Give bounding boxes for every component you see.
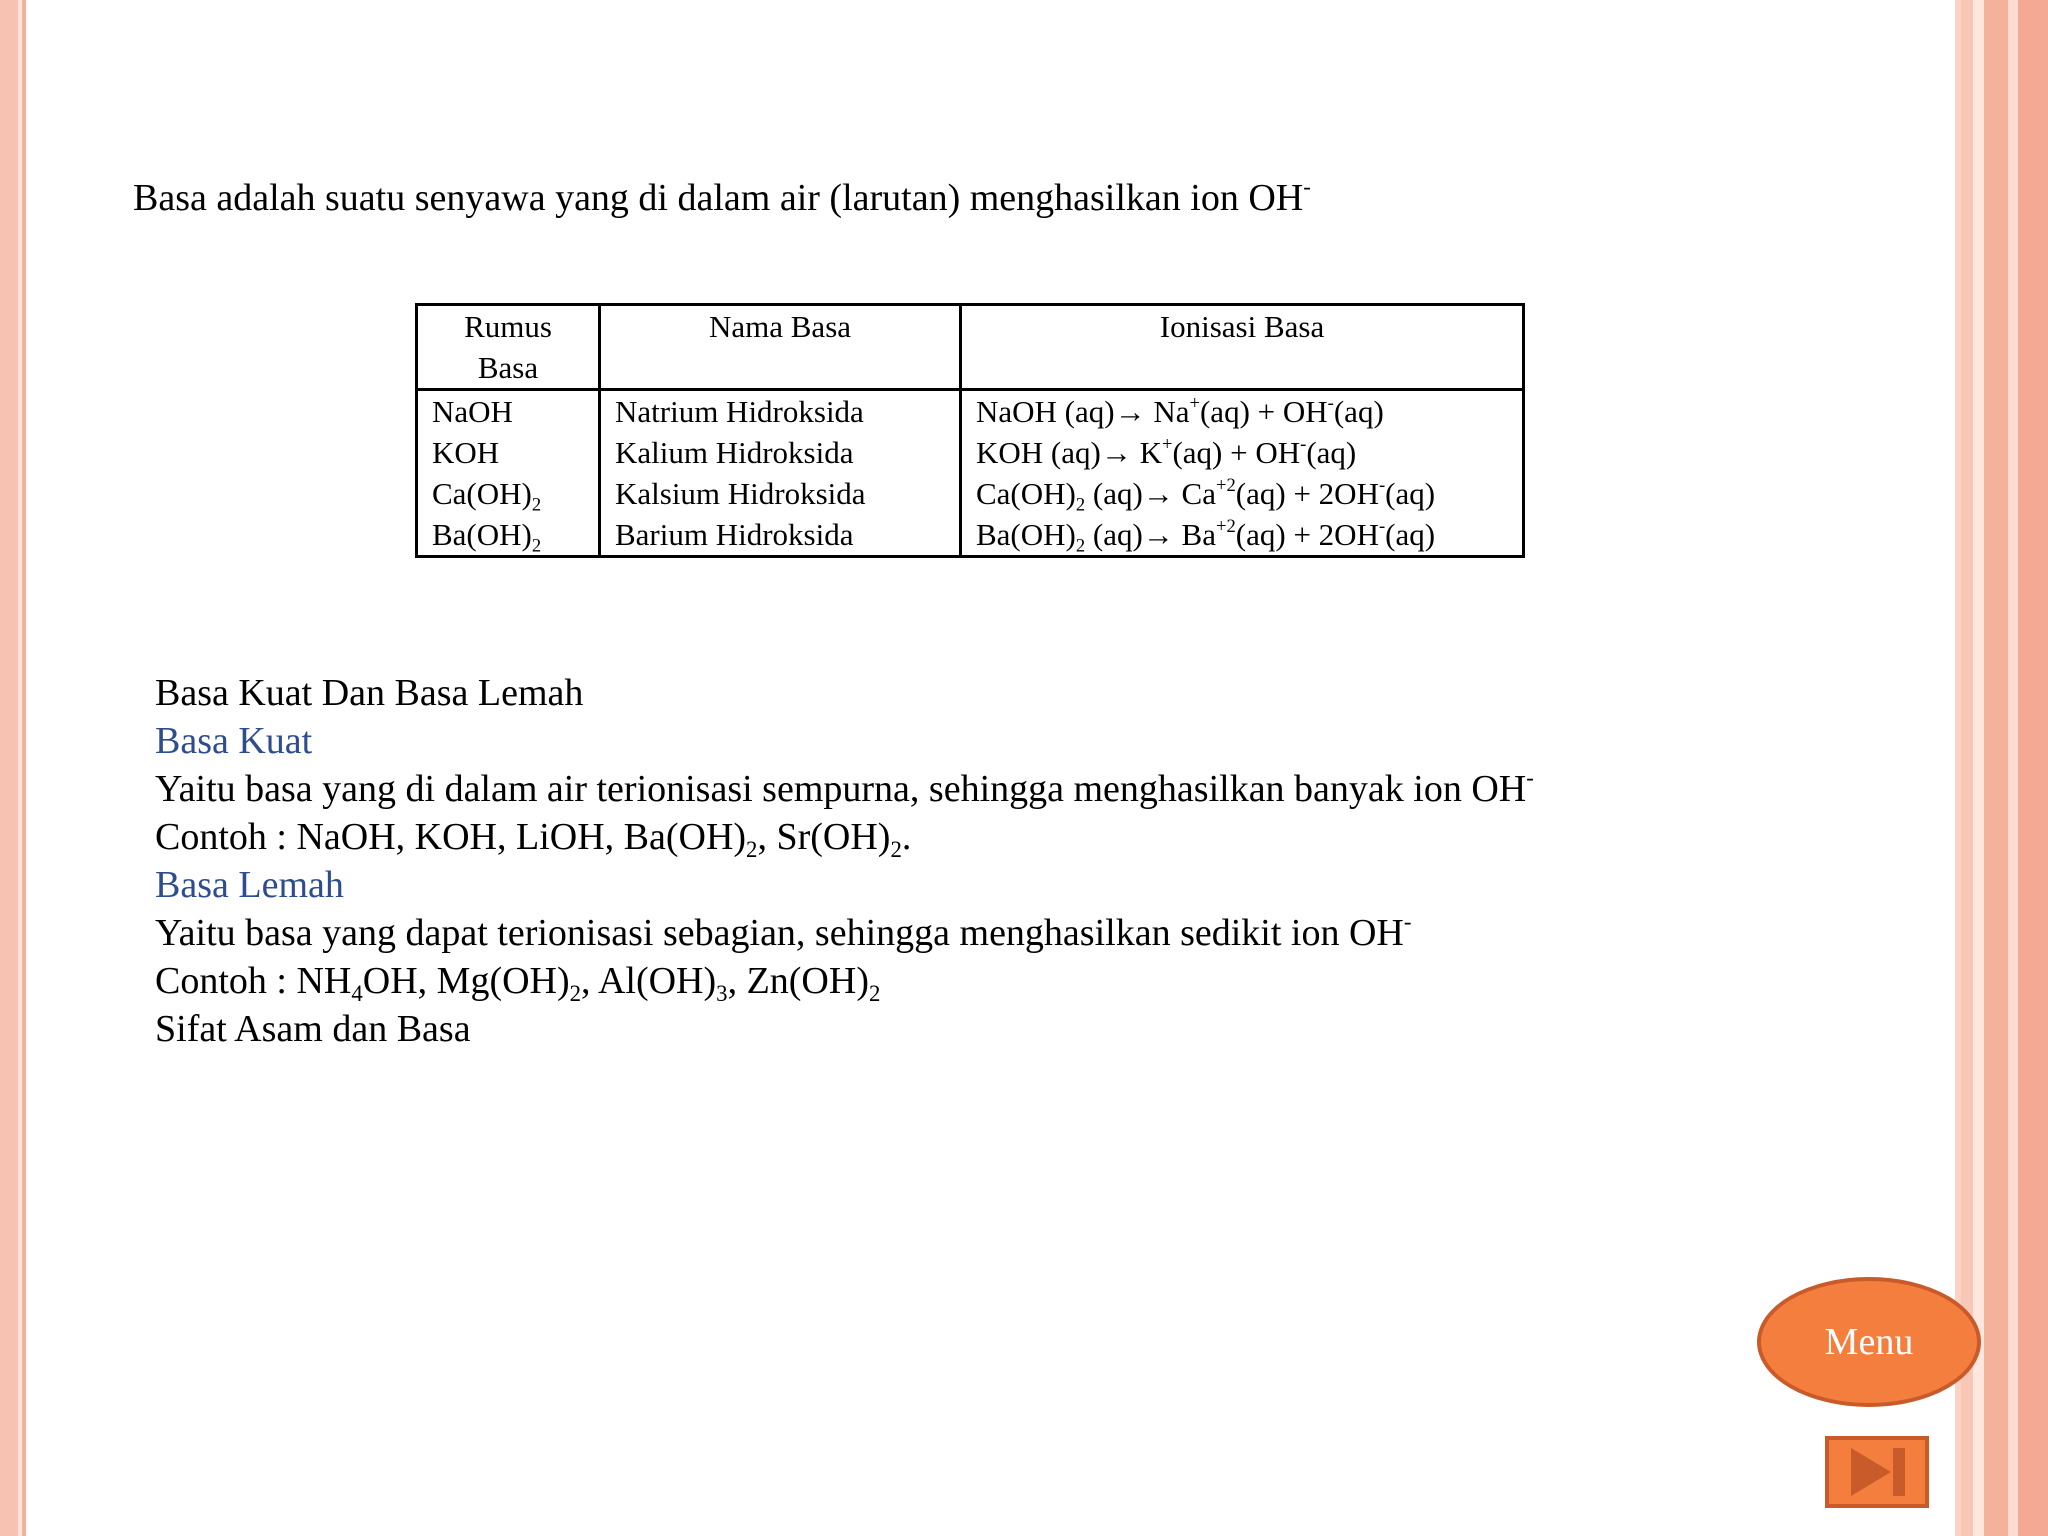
left-border-stripe — [22, 0, 26, 1536]
menu-button[interactable] — [1757, 1277, 1981, 1407]
ionisasi-cell: $Ca(OH)_2$ $(aq)\to Ca^{+2}(aq) + 2OH^-(aq)$ — [961, 473, 1524, 514]
header-rumus-basa: Rumus Basa — [417, 305, 600, 390]
acid-base-properties-link: Sifat Asam dan Basa — [155, 1008, 471, 1050]
table-row — [417, 514, 1524, 557]
left-border-stripe — [0, 0, 18, 1536]
skip-next-icon — [1829, 1440, 1925, 1504]
header-ionisasi-basa: Ionisasi Basa — [961, 305, 1524, 390]
section-title: Basa Kuat Dan Basa Lemah — [155, 672, 584, 714]
weak-base-heading: Basa Lemah — [155, 864, 344, 906]
ionisasi-cell: KOH (aq)→ K+(aq) + OH-(aq) — [961, 432, 1524, 473]
nama-cell: Barium Hidroksida — [600, 514, 961, 557]
rumus-cell: NaOH — [417, 390, 600, 433]
next-slide-button[interactable] — [1825, 1436, 1929, 1508]
nama-cell: Natrium Hidroksida — [600, 390, 961, 433]
rumus-cell: $Ca(OH)_2$ — [417, 473, 600, 514]
ionisasi-cell: NaOH (aq)→ Na+(aq) + OH-(aq) — [961, 390, 1524, 433]
base-table — [415, 303, 1525, 558]
ionisasi-cell: $Ba(OH)_2$ $(aq)\to Ba^{+2}(aq) + 2OH^-(aq)$ — [961, 514, 1524, 557]
right-border-stripe — [2008, 0, 2018, 1536]
right-border-stripe — [1984, 0, 2008, 1536]
strong-weak-base-section — [155, 669, 1534, 1053]
table-row — [417, 473, 1524, 514]
right-border-stripe — [1973, 0, 1984, 1536]
nama-cell: Kalsium Hidroksida — [600, 473, 961, 514]
table-header-row — [417, 305, 1524, 390]
rumus-cell: KOH — [417, 432, 600, 473]
rumus-cell: $Ba(OH)_2$ — [417, 514, 600, 557]
strong-base-examples: Contoh : NaOH, KOH, LiOH, $Ba(OH)_2$, $Sr(OH)_2$. — [155, 816, 912, 862]
nama-cell: Kalium Hidroksida — [600, 432, 961, 473]
table-row — [417, 432, 1524, 473]
strong-base-description: Yaitu basa yang di dalam air terionisasi sempurna, sehingga menghasilkan banyak ion OH- — [155, 765, 1534, 810]
weak-base-examples: Contoh : $NH_4OH$, $Mg(OH)_2$, $Al(OH)_3$, $Zn(OH)_2$ — [155, 960, 881, 1006]
definition-text: Basa adalah suatu senyawa yang di dalam air (larutan) menghasilkan ion OH- — [133, 174, 1311, 219]
weak-base-description: Yaitu basa yang dapat terionisasi sebagian, sehingga menghasilkan sedikit ion OH- — [155, 909, 1412, 954]
header-nama-basa: Nama Basa — [600, 305, 961, 390]
strong-base-heading: Basa Kuat — [155, 720, 313, 762]
menu-button-label: Menu — [1824, 1321, 1914, 1363]
right-border-stripe — [2018, 0, 2048, 1536]
table-row — [417, 390, 1524, 433]
